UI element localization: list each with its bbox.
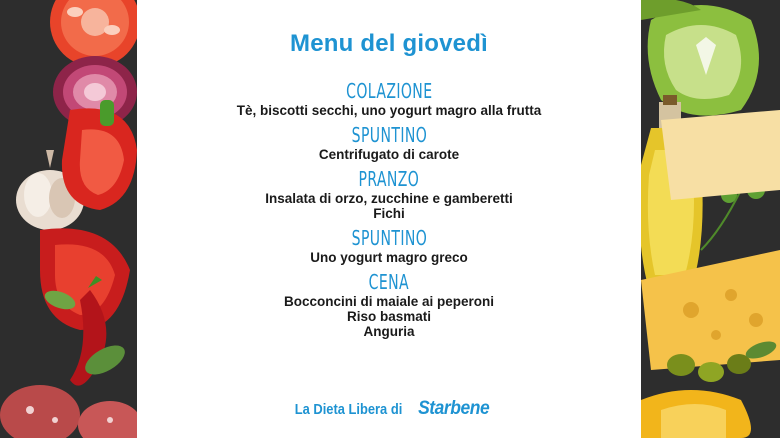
footer-credit [137,398,641,420]
meal-item: Riso basmati [346,309,432,324]
meal-item: Anguria [363,324,415,339]
left-vegetable-decoration [0,0,137,438]
meal-cena [137,271,641,339]
meal-list [137,80,641,339]
meal-item: Insalata di orzo, zucchine e gamberetti [265,191,513,206]
meal-name: COLAZIONE [345,79,433,103]
meal-pranzo [137,168,641,221]
meal-name: SPUNTINO [351,123,427,147]
meal-spuntino-morning [137,124,641,162]
menu-card [137,0,641,438]
page-title: Menu del giovedì [290,30,488,57]
meal-colazione [137,80,641,118]
meal-item: Bocconcini di maiale ai peperoni [283,294,495,309]
meal-item: Fichi [373,206,405,221]
footer-prefix: La Dieta Libera di [294,401,402,418]
brand-logo: Starbene [418,398,490,419]
right-vegetable-decoration [641,0,780,438]
meal-item: Uno yogurt magro greco [310,250,468,265]
meal-item: Centrifugato di carote [318,147,460,162]
meal-name: PRANZO [358,167,420,191]
meal-spuntino-afternoon [137,227,641,265]
meal-name: CENA [368,270,410,294]
meal-item: Tè, biscotti secchi, uno yogurt magro alla frutta [236,103,542,118]
meal-name: SPUNTINO [351,226,427,250]
